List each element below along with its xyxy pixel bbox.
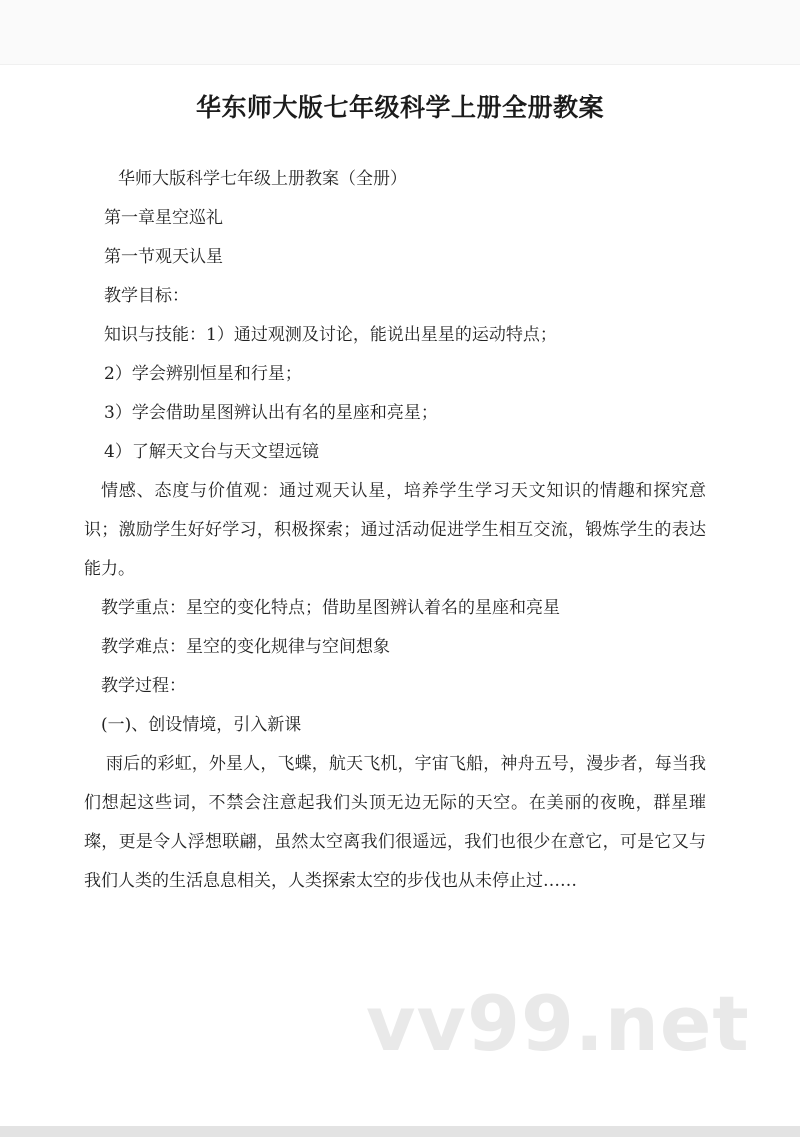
watermark-text: vv99.net — [366, 979, 750, 1068]
document-title: 华东师大版七年级科学上册全册教案 — [195, 93, 604, 122]
paragraph-objective-1: 知识与技能：1）通过观测及讨论，能说出星星的运动特点； — [104, 325, 557, 345]
paragraph-attitudes: 情感、态度与价值观：通过观天认星，培养学生学习天文知识的情趣和探究意识；激励学生好好学习，积极探索；通过活动促进学生相互交流，锻炼学生的表达能力。 — [84, 481, 706, 579]
paragraph-difficulties: 教学难点：星空的变化规律与空间想象 — [101, 637, 390, 657]
paragraph-process-label: 教学过程： — [101, 676, 186, 696]
paragraph-objectives-label: 教学目标： — [104, 286, 189, 306]
document-body — [84, 160, 706, 901]
paragraph-section-heading: 第一节观天认星 — [104, 247, 223, 267]
paragraph-key-points: 教学重点：星空的变化特点；借助星图辨认着名的星座和亮星 — [101, 598, 560, 618]
page-bottom-strip — [0, 1126, 800, 1137]
paragraph-intro-narrative: 雨后的彩虹，外星人，飞蝶，航天飞机，宇宙飞船，神舟五号，漫步者，每当我们想起这些词，不禁会注意起我们头顶无边无际的天空。在美丽的夜晚，群星璀璨，更是令人浮想联翩，虽然太空离我们很遥远，我们也很少在意它，可是它又与我们人类的生活息息相关，人类探索太空的步伐也从未停止过…… — [84, 754, 706, 891]
paragraph-objective-3: 3）学会借助星图辨认出有名的星座和亮星； — [104, 403, 438, 423]
paragraph-chapter-heading: 第一章星空巡礼 — [104, 208, 223, 228]
paragraph-step-heading: (一)、创设情境，引入新课 — [101, 715, 302, 735]
paragraph-objective-4: 4）了解天文台与天文望远镜 — [104, 442, 319, 462]
paragraph-objective-2: 2）学会辨别恒星和行星； — [104, 364, 302, 384]
page-header-band — [0, 0, 800, 65]
paragraph-subtitle: 华师大版科学七年级上册教案（全册） — [118, 169, 407, 189]
